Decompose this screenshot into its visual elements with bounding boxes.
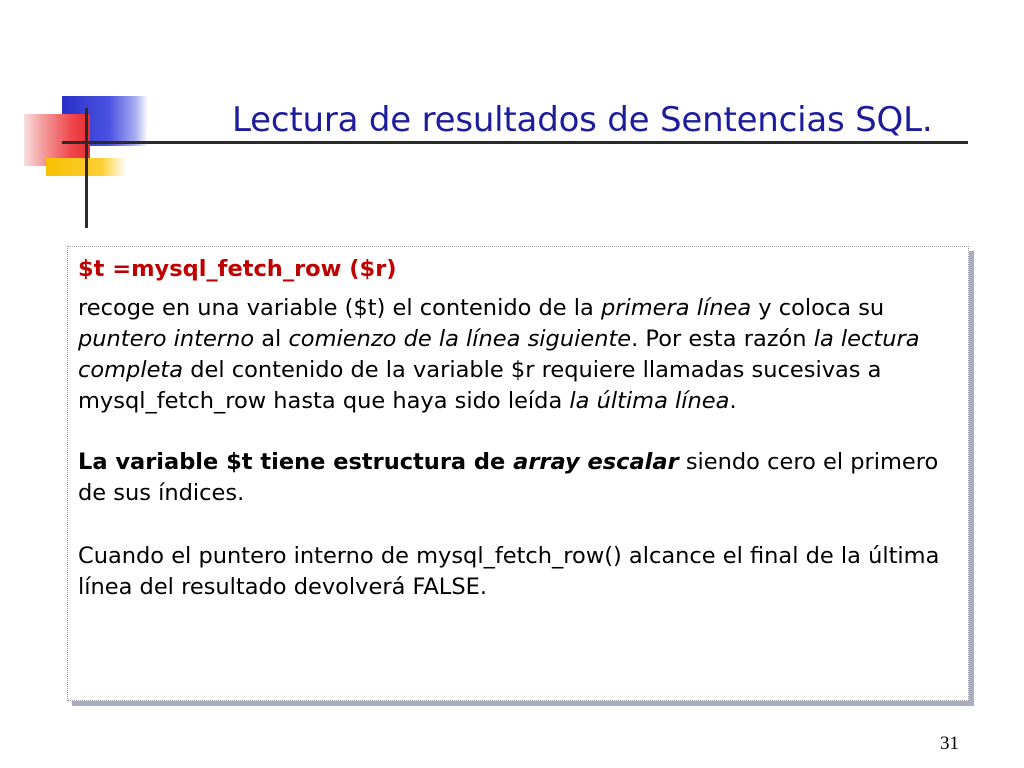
paragraph-false-return: Cuando el puntero interno de mysql_fetch_row() alcance el final de la última línea del resultado devolverá FALSE. [78,543,940,600]
paragraph-array-structure: La variable $t tiene estructura de array escalar siendo cero el primero de sus índices. [78,449,939,506]
content-text [78,254,968,603]
code-heading: $t =mysql_fetch_row ($r) [78,256,397,282]
page-number: 31 [940,733,959,754]
title-underline [62,141,968,144]
paragraph-fetch-row-description: recoge en una variable ($t) el contenido de la primera línea y coloca su puntero interno al comienzo de la línea siguiente. Por esta razón la lectura completa del contenido de la variable $r requiere llamadas sucesivas a mysql_fetch_row hasta que haya sido leída la última línea. [78,295,920,414]
slide-title: Lectura de resultados de Sentencias SQL. [232,100,933,140]
decorative-vertical-line [85,108,88,228]
